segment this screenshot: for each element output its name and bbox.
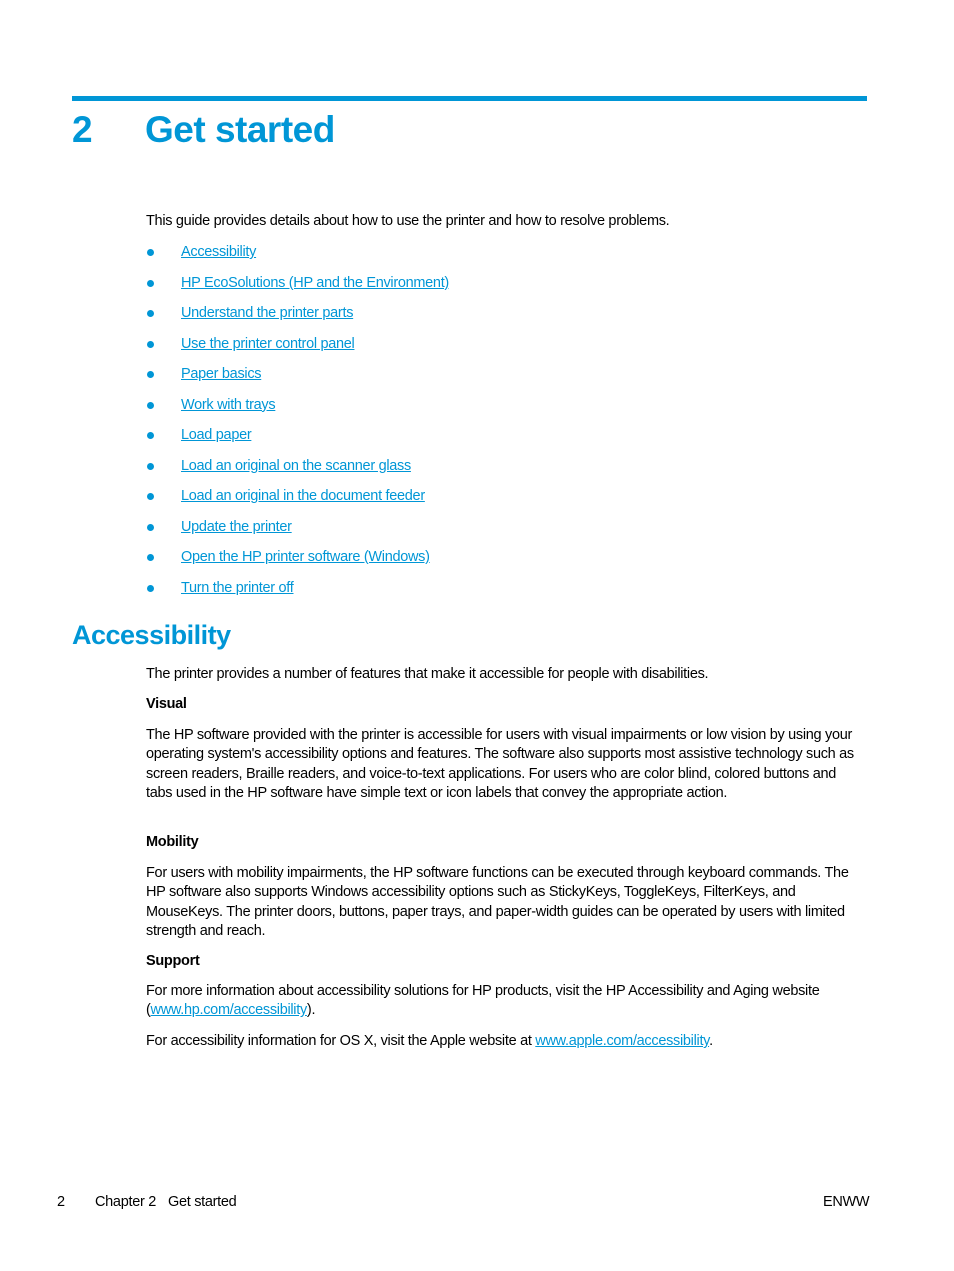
- accessibility-heading: Accessibility: [72, 620, 231, 650]
- toc-link-paper-basics[interactable]: Paper basics: [181, 366, 262, 382]
- bullet-icon: [147, 463, 154, 470]
- chapter-number: 2: [72, 109, 93, 150]
- footer-chapter-label: Chapter 2: [95, 1194, 156, 1210]
- toc-link-ecosolutions[interactable]: HP EcoSolutions (HP and the Environment): [181, 274, 449, 291]
- footer-chapter-title: Get started: [168, 1194, 237, 1210]
- support-text-hp: [146, 982, 861, 1021]
- bullet-icon: [147, 341, 154, 348]
- bullet-icon: [147, 432, 154, 439]
- support-text-apple-before: For accessibility information for OS X, visit the Apple website at: [146, 1033, 536, 1049]
- support-text-apple: [146, 1032, 861, 1051]
- support-text-hp-after: ).: [306, 1002, 316, 1019]
- support-text-apple-after: .: [709, 1033, 713, 1049]
- apple-accessibility-link[interactable]: www.apple.com/accessibility: [535, 1033, 710, 1049]
- support-text-hp-before: For more information about accessibility solutions for HP products, visit the HP Accessibility and Aging website (: [146, 983, 820, 1019]
- bullet-icon: [147, 585, 154, 592]
- chapter-rule: [72, 96, 867, 101]
- toc-link-accessibility[interactable]: Accessibility: [181, 244, 257, 260]
- hp-accessibility-link[interactable]: www.hp.com/accessibility: [150, 1002, 307, 1019]
- bullet-icon: [147, 280, 154, 287]
- mobility-heading: Mobility: [146, 834, 199, 850]
- bullet-icon: [147, 493, 154, 500]
- footer-page-number: 2: [57, 1194, 65, 1210]
- footer-locale: ENWW: [823, 1194, 870, 1210]
- toc-link-load-paper[interactable]: Load paper: [181, 427, 252, 443]
- bullet-icon: [147, 249, 154, 256]
- visual-text: The HP software provided with the printer is accessible for users with visual impairments or low vision by using your operating system's accessibility options and features. The software also supports most assistive technology such as screen readers, Braille readers, and voice-to-text applications. For users who are color blind, colored buttons and tabs used in the HP software have simple text or icon labels that convey the appropriate action.: [146, 727, 854, 801]
- chapter-title: Get started: [145, 109, 335, 150]
- bullet-icon: [147, 402, 154, 409]
- bullet-icon: [147, 524, 154, 531]
- toc-link-update-printer[interactable]: Update the printer: [181, 518, 292, 535]
- toc-link-document-feeder[interactable]: Load an original in the document feeder: [181, 488, 425, 504]
- bullet-icon: [147, 310, 154, 317]
- bullet-icon: [147, 371, 154, 378]
- accessibility-lead: The printer provides a number of features that make it accessible for people with disabilities.: [146, 666, 709, 682]
- toc-link-turn-off[interactable]: Turn the printer off: [181, 579, 294, 596]
- toc-link-printer-software[interactable]: Open the HP printer software (Windows): [181, 549, 430, 565]
- bullet-icon: [147, 554, 154, 561]
- mobility-text: For users with mobility impairments, the HP software functions can be executed through keyboard commands. The HP software also supports Windows accessibility options such as StickyKeys, ToggleKeys, FilterKeys, and MouseKeys. The printer doors, buttons, paper trays, and paper-width guides can be operated by users with limited strength and reach.: [146, 865, 849, 939]
- toc-link-printer-parts[interactable]: Understand the printer parts: [181, 305, 354, 321]
- toc-link-work-with-trays[interactable]: Work with trays: [181, 396, 276, 413]
- toc-link-scanner-glass[interactable]: Load an original on the scanner glass: [181, 457, 411, 474]
- visual-heading: Visual: [146, 696, 187, 712]
- support-heading: Support: [146, 953, 200, 969]
- intro-text: This guide provides details about how to use the printer and how to resolve problems.: [146, 213, 670, 229]
- toc-link-control-panel[interactable]: Use the printer control panel: [181, 335, 355, 352]
